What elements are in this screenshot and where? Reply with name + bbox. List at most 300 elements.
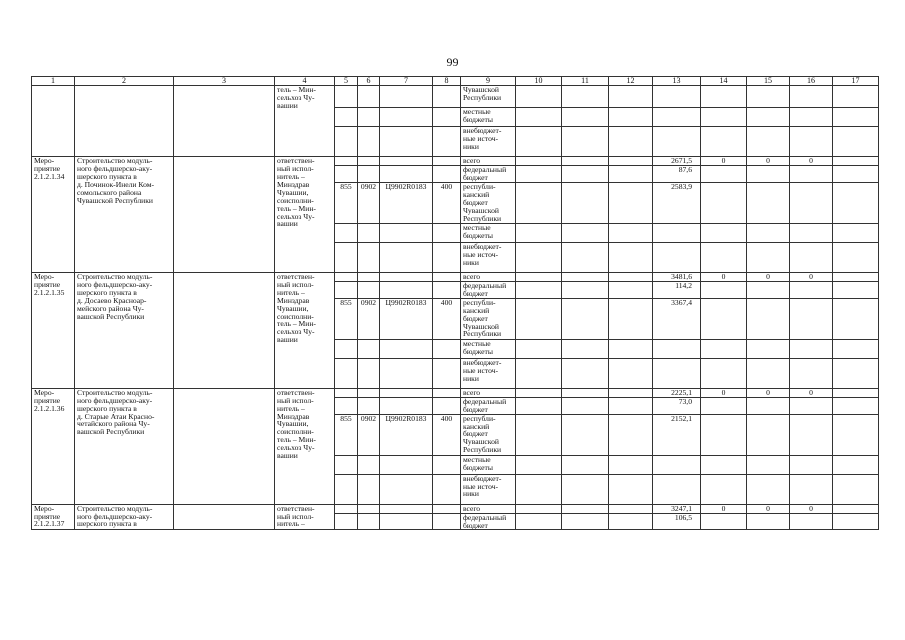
budget-code-col-6 [358, 282, 380, 299]
value-cell-col-13: 73,0 [653, 397, 701, 414]
budget-code-col-5 [335, 339, 358, 358]
value-cell-col-17 [833, 504, 879, 513]
budget-code-col-5 [335, 397, 358, 414]
executor-text: ответствен- ный испол- нитель – Минздрав Чувашии, соисполни- тель – Мин- сельхоз Чу- вашии [277, 156, 316, 229]
value-cell-col-14: 0 [701, 273, 747, 282]
value-cell-col-14 [701, 183, 747, 224]
activity-label: Меро- приятие 2.1.2.1.34 [34, 156, 65, 182]
budget-code-col-8: 400 [433, 414, 461, 455]
budget-code-col-5 [335, 504, 358, 513]
budget-code-col-8 [433, 339, 461, 358]
value-cell-col-16 [790, 282, 833, 299]
value-cell-col-14 [701, 414, 747, 455]
budget-code-col-8 [433, 224, 461, 243]
executor-text: ответствен- ный испол- нитель – [277, 504, 315, 529]
budget-code-col-6 [358, 339, 380, 358]
budget-code-col-6 [358, 513, 380, 530]
funding-source-text: федеральный бюджет [463, 513, 507, 530]
value-cell-col-14 [701, 86, 747, 108]
budget-code-col-7 [380, 166, 433, 183]
activity-name-cell [75, 388, 174, 504]
column-number-5: 5 [335, 77, 358, 86]
value-cell-col-11 [562, 388, 609, 397]
executor-cell [275, 504, 335, 530]
funding-source [461, 388, 516, 397]
value-cell-col-15 [747, 127, 790, 157]
activity-label-cell [32, 157, 75, 273]
value-cell-col-12 [609, 513, 653, 530]
value-cell-col-12 [609, 298, 653, 339]
budget-code-col-8 [433, 358, 461, 388]
column-number-3: 3 [174, 77, 275, 86]
column-number-14: 14 [701, 77, 747, 86]
value-cell-col-10 [516, 282, 562, 299]
value-cell-col-11 [562, 224, 609, 243]
code-cell [335, 127, 358, 157]
value-cell-col-12 [609, 388, 653, 397]
value-cell-col-10 [516, 339, 562, 358]
funding-source-text: всего [463, 388, 481, 397]
value-cell-col-12 [609, 243, 653, 273]
value-cell-col-13: 2671,5 [653, 157, 701, 166]
value-cell-col-11 [562, 157, 609, 166]
value-cell-col-15 [747, 358, 790, 388]
funding-source [461, 339, 516, 358]
budget-code-col-5 [335, 513, 358, 530]
value-cell-col-15 [747, 455, 790, 474]
value-cell-col-11 [562, 414, 609, 455]
column-number-2: 2 [75, 77, 174, 86]
value-cell-col-10 [516, 388, 562, 397]
column-number-1: 1 [32, 77, 75, 86]
budget-code-col-7 [380, 243, 433, 273]
empty-cell [174, 273, 275, 389]
budget-code-col-5 [335, 474, 358, 504]
value-cell-col-13 [653, 455, 701, 474]
value-cell-col-13 [653, 243, 701, 273]
code-cell [380, 127, 433, 157]
value-cell-col-16 [790, 86, 833, 108]
value-cell-col-11 [562, 127, 609, 157]
value-cell-col-16: 0 [790, 273, 833, 282]
value-cell-col-17 [833, 273, 879, 282]
value-cell-col-12 [609, 86, 653, 108]
value-cell-col-13: 3247,1 [653, 504, 701, 513]
value-cell-col-15 [747, 183, 790, 224]
value-cell-col-11 [562, 108, 609, 127]
value-cell-col-16 [790, 243, 833, 273]
budget-code-col-5 [335, 224, 358, 243]
code-cell [335, 108, 358, 127]
funding-row [32, 504, 879, 513]
value-cell-col-14: 0 [701, 157, 747, 166]
value-cell-col-16: 0 [790, 157, 833, 166]
value-cell-col-17 [833, 474, 879, 504]
value-cell-col-13 [653, 108, 701, 127]
budget-code-col-7: Ц9902R0183 [380, 298, 433, 339]
column-number-12: 12 [609, 77, 653, 86]
funding-source [461, 513, 516, 530]
code-cell [433, 108, 461, 127]
value-cell-col-14: 0 [701, 388, 747, 397]
value-cell-col-15 [747, 166, 790, 183]
value-cell-col-17 [833, 127, 879, 157]
budget-code-col-5 [335, 388, 358, 397]
value-cell-col-14 [701, 108, 747, 127]
budget-code-col-6: 0902 [358, 183, 380, 224]
budget-code-col-8 [433, 282, 461, 299]
activity-label-cell [32, 273, 75, 389]
activity-label-cell [32, 388, 75, 504]
header-row [32, 77, 879, 86]
funding-source [461, 183, 516, 224]
value-cell-col-10 [516, 397, 562, 414]
value-cell-col-16 [790, 127, 833, 157]
value-cell-col-14 [701, 166, 747, 183]
column-number-17: 17 [833, 77, 879, 86]
value-cell-col-15: 0 [747, 504, 790, 513]
funding-source-text: внебюджет- ные источ- ники [463, 358, 502, 383]
value-cell-col-16 [790, 339, 833, 358]
budget-code-col-6: 0902 [358, 298, 380, 339]
budget-code-col-7: Ц9902R0183 [380, 183, 433, 224]
value-cell-col-10 [516, 224, 562, 243]
value-cell-col-10 [516, 298, 562, 339]
budget-code-col-5: 855 [335, 183, 358, 224]
value-cell-col-13 [653, 474, 701, 504]
budget-code-col-8 [433, 513, 461, 530]
budget-code-col-8 [433, 504, 461, 513]
budget-code-col-6 [358, 243, 380, 273]
value-cell-col-16 [790, 298, 833, 339]
value-cell-col-10 [516, 86, 562, 108]
budget-code-col-5 [335, 243, 358, 273]
value-cell-col-16: 0 [790, 388, 833, 397]
budget-code-col-7 [380, 474, 433, 504]
budget-code-col-7: Ц9902R0183 [380, 414, 433, 455]
funding-source-text: местные бюджеты [463, 455, 493, 472]
budget-code-col-5 [335, 455, 358, 474]
activity-label: Меро- приятие 2.1.2.1.35 [34, 272, 65, 297]
value-cell-col-13: 3481,6 [653, 273, 701, 282]
value-cell-col-13: 106,5 [653, 513, 701, 530]
value-cell-col-13: 2152,1 [653, 414, 701, 455]
funding-source-text: федеральный бюджет [463, 397, 507, 414]
value-cell-col-13 [653, 339, 701, 358]
value-cell-col-17 [833, 282, 879, 299]
value-cell-col-13: 2583,9 [653, 183, 701, 224]
value-cell-col-12 [609, 127, 653, 157]
value-cell-col-15 [747, 397, 790, 414]
budget-code-col-7 [380, 513, 433, 530]
activity-label-cell [32, 504, 75, 530]
budget-code-col-6 [358, 166, 380, 183]
executor-cell [275, 388, 335, 504]
value-cell-col-17 [833, 298, 879, 339]
funding-source-text: местные бюджеты [463, 223, 493, 240]
code-cell [380, 108, 433, 127]
value-cell-col-13 [653, 86, 701, 108]
value-cell-col-15: 0 [747, 157, 790, 166]
budget-code-col-6: 0902 [358, 414, 380, 455]
value-cell-col-16 [790, 166, 833, 183]
funding-row [32, 157, 879, 166]
executor-text: тель – Мин- сельхоз Чу- вашии [277, 85, 316, 111]
budget-code-col-8 [433, 455, 461, 474]
value-cell-col-14 [701, 282, 747, 299]
value-cell-col-13: 114,2 [653, 282, 701, 299]
activity-label: Меро- приятие 2.1.2.1.36 [34, 388, 65, 413]
value-cell-col-12 [609, 414, 653, 455]
code-cell [380, 86, 433, 108]
value-cell-col-12 [609, 358, 653, 388]
value-cell-col-14 [701, 397, 747, 414]
value-cell-col-14: 0 [701, 504, 747, 513]
funding-source [461, 127, 516, 157]
activity-name-cell [75, 504, 174, 530]
value-cell-col-11 [562, 358, 609, 388]
value-cell-col-10 [516, 166, 562, 183]
funding-source-text: всего [463, 272, 481, 282]
budget-code-col-5 [335, 273, 358, 282]
value-cell-col-15: 0 [747, 273, 790, 282]
value-cell-col-14 [701, 474, 747, 504]
budget-code-col-6 [358, 474, 380, 504]
budget-code-col-6 [358, 157, 380, 166]
empty-cell [174, 504, 275, 530]
funding-source [461, 157, 516, 166]
value-cell-col-10 [516, 474, 562, 504]
value-cell-col-12 [609, 282, 653, 299]
budget-code-col-6 [358, 455, 380, 474]
executor-cell [275, 157, 335, 273]
funding-source-text: внебюджет- ные источ- ники [463, 474, 502, 499]
activity-label: Меро- приятие 2.1.2.1.37 [34, 504, 65, 529]
column-number-10: 10 [516, 77, 562, 86]
value-cell-col-17 [833, 339, 879, 358]
budget-code-col-7 [380, 273, 433, 282]
value-cell-col-12 [609, 504, 653, 513]
value-cell-col-10 [516, 108, 562, 127]
value-cell-col-17 [833, 108, 879, 127]
funding-source-text: местные бюджеты [463, 339, 493, 356]
value-cell-col-11 [562, 282, 609, 299]
value-cell-col-17 [833, 86, 879, 108]
budget-code-col-8 [433, 157, 461, 166]
value-cell-col-17 [833, 455, 879, 474]
budget-code-col-6 [358, 504, 380, 513]
column-number-9: 9 [461, 77, 516, 86]
value-cell-col-10 [516, 127, 562, 157]
budget-code-col-8 [433, 474, 461, 504]
value-cell-col-12 [609, 108, 653, 127]
funding-source [461, 358, 516, 388]
value-cell-col-17 [833, 224, 879, 243]
column-number-16: 16 [790, 77, 833, 86]
value-cell-col-11 [562, 273, 609, 282]
value-cell-col-10 [516, 504, 562, 513]
value-cell-col-15 [747, 298, 790, 339]
empty-cell [174, 86, 275, 157]
value-cell-col-10 [516, 513, 562, 530]
value-cell-col-16 [790, 224, 833, 243]
value-cell-col-17 [833, 358, 879, 388]
column-number-8: 8 [433, 77, 461, 86]
budget-code-col-5: 855 [335, 414, 358, 455]
funding-source [461, 108, 516, 127]
funding-source [461, 298, 516, 339]
value-cell-col-15 [747, 108, 790, 127]
funding-source-text: федеральный бюджет [463, 281, 507, 298]
budget-code-col-8 [433, 273, 461, 282]
value-cell-col-11 [562, 455, 609, 474]
budget-code-col-5: 855 [335, 298, 358, 339]
value-cell-col-11 [562, 243, 609, 273]
funding-source [461, 224, 516, 243]
budget-code-col-6 [358, 273, 380, 282]
funding-source-text: республи- канский бюджет Чувашской Республики [463, 414, 502, 455]
value-cell-col-10 [516, 243, 562, 273]
code-cell [433, 127, 461, 157]
value-cell-col-12 [609, 397, 653, 414]
value-cell-col-14 [701, 358, 747, 388]
empty-cell [174, 157, 275, 273]
value-cell-col-14 [701, 339, 747, 358]
value-cell-col-17 [833, 183, 879, 224]
column-number-11: 11 [562, 77, 609, 86]
funding-source-text: всего [463, 504, 481, 513]
funding-row [32, 273, 879, 282]
value-cell-col-13 [653, 358, 701, 388]
budget-code-col-8 [433, 243, 461, 273]
value-cell-col-11 [562, 397, 609, 414]
value-cell-col-12 [609, 224, 653, 243]
budget-code-col-6 [358, 397, 380, 414]
funding-source-text: республи- канский бюджет Чувашской Республики [463, 298, 502, 339]
executor-cell [275, 86, 335, 157]
value-cell-col-17 [833, 513, 879, 530]
empty-cell [32, 86, 75, 157]
activity-name-cell [75, 157, 174, 273]
budget-code-col-5 [335, 166, 358, 183]
activity-name: Строительство модуль- ного фельдшерско-аку- шерского пункта в д. Старые Атаи Красно- четайского района Чу- вашской Республики [77, 388, 155, 437]
value-cell-col-11 [562, 86, 609, 108]
funding-source [461, 243, 516, 273]
value-cell-col-13: 87,6 [653, 166, 701, 183]
value-cell-col-12 [609, 157, 653, 166]
budget-code-col-6 [358, 358, 380, 388]
value-cell-col-10 [516, 455, 562, 474]
value-cell-col-17 [833, 388, 879, 397]
value-cell-col-17 [833, 414, 879, 455]
value-cell-col-11 [562, 513, 609, 530]
value-cell-col-13 [653, 127, 701, 157]
value-cell-col-12 [609, 273, 653, 282]
budget-code-col-7 [380, 282, 433, 299]
value-cell-col-15 [747, 339, 790, 358]
budget-code-col-7 [380, 339, 433, 358]
code-cell [335, 86, 358, 108]
activity-name: Строительство модуль- ного фельдшерско-аку- шерского пункта в д. Досаево Краснoар- мейского района Чу- вашской Республики [77, 272, 153, 321]
executor-cell [275, 273, 335, 389]
value-cell-col-10 [516, 157, 562, 166]
value-cell-col-16 [790, 414, 833, 455]
value-cell-col-13 [653, 224, 701, 243]
budget-code-col-8: 400 [433, 183, 461, 224]
budget-code-col-7 [380, 224, 433, 243]
budget-code-col-5 [335, 282, 358, 299]
value-cell-col-15 [747, 513, 790, 530]
funding-source-text: республи- канский бюджет Чувашской Республики [463, 182, 502, 223]
budget-code-col-8: 400 [433, 298, 461, 339]
funding-source [461, 455, 516, 474]
continuation-row [32, 86, 879, 108]
value-cell-col-12 [609, 166, 653, 183]
funding-source-text: всего [463, 156, 481, 166]
executor-text: ответствен- ный испол- нитель – Минздрав Чувашии, соисполни- тель – Мин- сельхоз Чу- вашии [277, 388, 316, 460]
value-cell-col-16 [790, 513, 833, 530]
budget-code-col-8 [433, 388, 461, 397]
code-cell [358, 86, 380, 108]
value-cell-col-11 [562, 166, 609, 183]
budget-code-col-7 [380, 388, 433, 397]
value-cell-col-12 [609, 183, 653, 224]
funding-row [32, 388, 879, 397]
value-cell-col-15 [747, 86, 790, 108]
value-cell-col-10 [516, 414, 562, 455]
budget-code-col-7 [380, 157, 433, 166]
value-cell-col-11 [562, 504, 609, 513]
value-cell-col-10 [516, 183, 562, 224]
funding-source [461, 166, 516, 183]
value-cell-col-15 [747, 414, 790, 455]
funding-source [461, 86, 516, 108]
funding-source [461, 504, 516, 513]
value-cell-col-12 [609, 474, 653, 504]
value-cell-col-14 [701, 455, 747, 474]
empty-cell [174, 388, 275, 504]
value-cell-col-11 [562, 339, 609, 358]
funding-source-text: местные бюджеты [463, 107, 493, 125]
funding-source [461, 474, 516, 504]
funding-source-text: внебюджет- ные источ- ники [463, 126, 502, 152]
value-cell-col-13: 3367,4 [653, 298, 701, 339]
value-cell-col-17 [833, 157, 879, 166]
value-cell-col-10 [516, 358, 562, 388]
program-table [31, 76, 879, 530]
activity-name: Строительство модуль- ного фельдшерско-аку- шерского пункта в [77, 504, 153, 529]
value-cell-col-15 [747, 224, 790, 243]
funding-source-text: Чувашской Республики [463, 85, 502, 103]
value-cell-col-11 [562, 298, 609, 339]
value-cell-col-13: 2225,1 [653, 388, 701, 397]
funding-source-text: федеральный бюджет [463, 165, 507, 183]
value-cell-col-16 [790, 397, 833, 414]
value-cell-col-14 [701, 243, 747, 273]
value-cell-col-16 [790, 455, 833, 474]
budget-code-col-8 [433, 397, 461, 414]
value-cell-col-14 [701, 298, 747, 339]
activity-name-cell [75, 273, 174, 389]
budget-code-col-5 [335, 358, 358, 388]
budget-code-col-8 [433, 166, 461, 183]
value-cell-col-17 [833, 166, 879, 183]
value-cell-col-17 [833, 243, 879, 273]
value-cell-col-16 [790, 183, 833, 224]
value-cell-col-15: 0 [747, 388, 790, 397]
value-cell-col-15 [747, 474, 790, 504]
budget-code-col-6 [358, 224, 380, 243]
